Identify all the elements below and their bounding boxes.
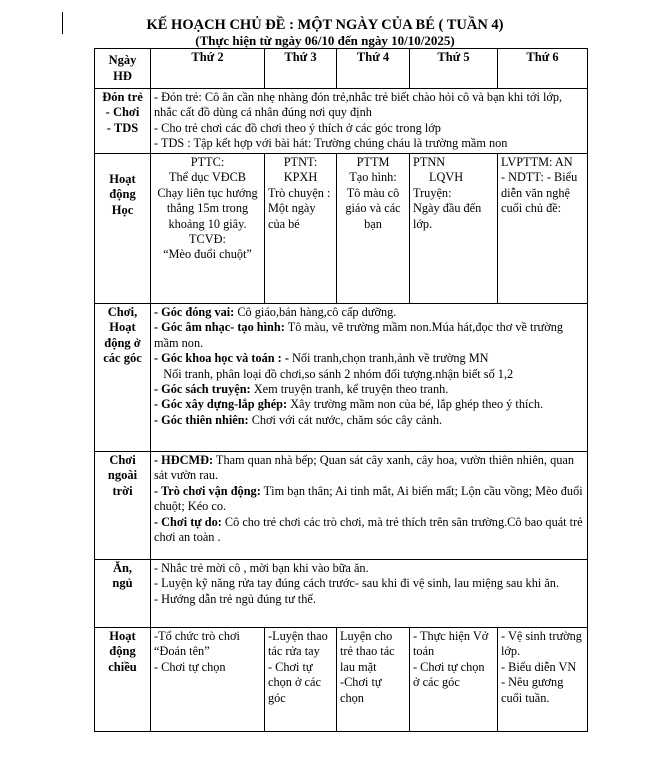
- cell-line: “Mèo đuổi chuột”: [163, 247, 252, 262]
- row-label-line: động ở: [104, 335, 141, 350]
- cell-line: Tạo hình:: [349, 170, 397, 185]
- header-col0-line: Ngày: [108, 53, 137, 68]
- page-subtitle: (Thực hiện từ ngày 06/10 đến ngày 10/10/2025): [195, 33, 455, 48]
- chieu-thu-3: [265, 628, 337, 732]
- row-label-line: Hoạt: [109, 172, 136, 186]
- goc-item: [154, 305, 584, 320]
- row-label-line: Chơi: [109, 453, 136, 467]
- goc-text: Tô màu, vẽ trường mầm non.Múa hát,đọc thơ về trường mầm non.: [154, 320, 564, 350]
- text-line: - TDS : Tập kết hợp với bài hát: Trường chúng cháu là trường mầm non: [154, 136, 508, 151]
- goc-item: [154, 413, 584, 428]
- hoc-thu-4: [337, 154, 410, 304]
- row-label: [95, 628, 151, 732]
- header-day: Thứ 4: [337, 49, 410, 89]
- goc-text: Xây trường mầm non của bé, lắp ghép theo ý thích.: [287, 397, 544, 412]
- cell-line: - Chơi tự chọn ở các góc: [413, 659, 485, 690]
- goc-text: Nối tranh, phân loại đồ chơi,so sánh 2 nhóm đối tượng.nhận biết số 1,2: [154, 366, 514, 381]
- header-day: Thứ 2: [151, 49, 265, 89]
- goc-label: - Góc âm nhạc- tạo hình:: [154, 320, 285, 335]
- row-label: [95, 89, 151, 154]
- row-choi-ngoai-troi: [95, 452, 588, 560]
- text-line: - Cho trẻ chơi các đồ chơi theo ý thích ở các góc trong lớp: [154, 120, 441, 135]
- cell-line: Thể dục VĐCB: [169, 170, 246, 185]
- page-title: KẾ HOẠCH CHỦ ĐỀ : MỘT NGÀY CỦA BÉ ( TUẦN 4): [146, 17, 504, 33]
- ngoai-troi-label: - HĐCMĐ:: [154, 453, 214, 467]
- cell-line: - Biểu diễn VN: [501, 659, 577, 674]
- hoc-thu-3: [265, 154, 337, 304]
- text-line: - Nhắc trẻ mời cô , mời bạn khi vào bữa ăn.: [154, 561, 369, 575]
- row-hoat-dong-chieu: [95, 628, 588, 732]
- cell-line: - Chơi tự chọn ở các góc: [268, 659, 321, 705]
- hoc-thu-5: [410, 154, 498, 304]
- goc-text: Xem truyện tranh, kể truyện theo tranh.: [250, 382, 449, 397]
- goc-text: Cô giáo,bán hàng,cô cấp dưỡng.: [234, 305, 397, 319]
- goc-label: - Góc khoa học và toán : -: [154, 351, 289, 366]
- cell-line: TCVĐ:: [189, 232, 226, 247]
- goc-item: [154, 382, 584, 397]
- cell-line: KPXH: [283, 170, 318, 185]
- goc-text: Chơi với cát nước, chăm sóc cây cảnh.: [248, 412, 443, 427]
- goc-label: - Góc thiên nhiên:: [154, 412, 249, 427]
- header-day: Thứ 5: [410, 49, 498, 89]
- cell-line: LVPTTM: AN: [501, 155, 573, 169]
- cell-line: -Chơi tự chọn: [340, 675, 382, 705]
- cell-line: - NDTT: - Biểu diễn văn nghệ cuối chủ đề:: [501, 170, 578, 216]
- row-label-line: các góc: [103, 351, 142, 366]
- cell-line: - Nêu gương cuối tuần.: [501, 675, 564, 705]
- choi-ngoai-troi-content: [151, 452, 588, 560]
- ngoai-troi-label: - Chơi tự do:: [154, 514, 222, 529]
- goc-text: Nối tranh,chọn tranh,ảnh về trường MN: [288, 351, 489, 366]
- don-tre-content: [151, 89, 588, 154]
- cell-line: Tô màu cô giáo và các bạn: [345, 185, 401, 231]
- cell-line: - Thực hiện Vở toán: [413, 629, 489, 659]
- header-day: Thứ 3: [265, 49, 337, 89]
- row-label-line: chiều: [108, 659, 137, 674]
- ngoai-troi-text: Cô cho trẻ chơi các trò chơi, mà trẻ thích trên sân trường.Cô bao quát trẻ chơi an toàn .: [154, 514, 583, 545]
- row-label: [95, 154, 151, 304]
- row-hoat-dong-hoc: [95, 154, 588, 304]
- header-col0-line: HĐ: [113, 68, 132, 83]
- chieu-thu-5: [410, 628, 498, 732]
- row-label-line: Hoạt: [109, 320, 136, 335]
- row-label: [95, 304, 151, 452]
- goc-item: [154, 367, 584, 382]
- ngoai-troi-label: - Trò chơi vận động:: [154, 483, 261, 498]
- choi-goc-content: [151, 304, 588, 452]
- text-line: - Luyện kỹ năng rửa tay đúng cách trước- sau khi đi vệ sinh, lau miệng sau khi ăn.: [154, 576, 560, 591]
- row-label-line: ngủ: [112, 576, 133, 591]
- ngoai-troi-item: [154, 484, 584, 515]
- header-row: [95, 49, 588, 89]
- header-day: Thứ 6: [498, 49, 588, 89]
- chieu-thu-2: [151, 628, 265, 732]
- row-label-line: - TDS: [106, 120, 139, 135]
- ngoai-troi-item: [154, 515, 584, 546]
- goc-item: [154, 351, 584, 366]
- row-label-line: Đón trẻ: [102, 90, 143, 104]
- chieu-thu-6: [498, 628, 588, 732]
- header-day-activity: [95, 49, 151, 89]
- row-label-line: trời: [112, 483, 133, 498]
- goc-label: - Góc đóng vai:: [154, 305, 235, 319]
- cell-line: PTTC:: [190, 155, 225, 169]
- row-label-line: Chơi,: [107, 305, 138, 319]
- goc-label: - Góc xây dựng-lắp ghép:: [154, 397, 288, 412]
- cell-line: LQVH: [429, 170, 464, 185]
- cell-line: Trò chuyện : Một ngày của bé: [268, 185, 331, 231]
- chieu-thu-4: [337, 628, 410, 732]
- ngoai-troi-text: Tham quan nhà bếp; Quan sát cây xanh, cây hoa, vườn thiên nhiên, quan sát vườn rau.: [154, 453, 574, 483]
- text-line: - Hướng dẫn trẻ ngủ đúng tư thế.: [154, 591, 316, 606]
- goc-label: - Góc sách truyện:: [154, 382, 251, 397]
- row-label-line: động: [109, 187, 136, 202]
- row-label-line: Ăn,: [112, 561, 133, 575]
- hoc-thu-2: [151, 154, 265, 304]
- hoc-thu-6: [498, 154, 588, 304]
- cell-line: -Tổ chức trò chơi “Đoán tên”: [154, 629, 240, 659]
- goc-item: [154, 320, 584, 351]
- cell-line: Truyện:: [413, 185, 452, 200]
- row-label-line: Hoạt: [109, 629, 136, 643]
- row-label-line: ngoài: [107, 468, 138, 483]
- cell-line: PTNT:: [283, 155, 318, 169]
- ngoai-troi-item: [154, 453, 584, 484]
- an-ngu-content: [151, 560, 588, 628]
- cell-line: - Vệ sinh trường lớp.: [501, 629, 582, 659]
- cell-line: -Luyện thao tác rửa tay: [268, 629, 328, 659]
- cell-line: Ngày đầu đến lớp.: [413, 201, 482, 231]
- row-label-line: Học: [111, 202, 134, 217]
- text-line: - Đón trẻ: Cô ân cần nhẹ nhàng đón trẻ,nhắc trẻ biết chào hỏi cô và bạn khi tới lớp, nhắc cất đồ dùng cá nhân đúng nơi quy định: [154, 90, 563, 120]
- row-label-line: - Chơi: [105, 105, 140, 120]
- cell-line: Luyện cho trẻ thao tác lau mặt: [340, 629, 395, 674]
- row-label: [95, 452, 151, 560]
- cell-line: Chạy liên tục hướng thẳng 15m trong khoảng 10 giây.: [157, 185, 258, 231]
- row-an-ngu: [95, 560, 588, 628]
- cell-line: - Chơi tự chọn: [154, 659, 226, 674]
- row-choi-goc: [95, 304, 588, 452]
- row-label-line: động: [109, 644, 136, 659]
- goc-item: [154, 397, 584, 412]
- cell-line: PTNN: [413, 155, 446, 169]
- plan-table: [94, 48, 588, 732]
- cell-line: PTTM: [356, 155, 390, 169]
- row-don-tre: [95, 89, 588, 154]
- row-label: [95, 560, 151, 628]
- ngoai-troi-text: Tìm bạn thân; Ai tinh mắt, Ai biến mất; Lộn cầu vồng; Mèo đuổi chuột; Kéo co.: [154, 483, 583, 514]
